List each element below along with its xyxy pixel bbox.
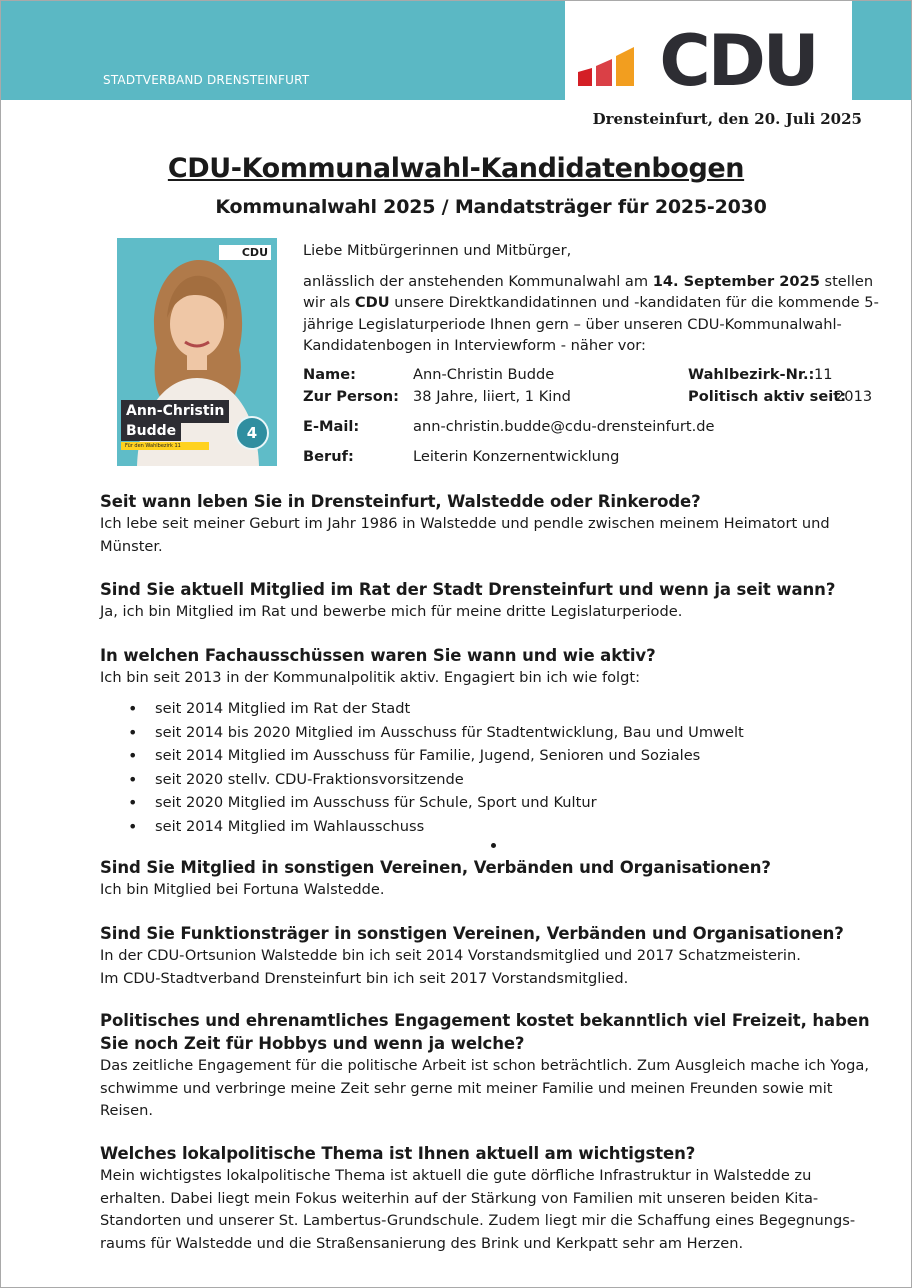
qa-functions [100,922,880,990]
photo-name-first: Ann-Christin [121,400,229,423]
intro-text [303,240,883,366]
committee-list [100,697,744,839]
qa-hobbies [100,1009,880,1123]
answer: Das zeitliche Engagement für die politische Arbeit ist schon beträchtlich. Zum Ausgleich mache ich Yoga, schwimme und verbringe meine Zeit sehr gerne mit meiner Familie und meinen Freunden sowie mit Reisen. [100,1057,869,1120]
question: Politisches und ehrenamtliches Engagement kostet bekanntlich viel Freizeit, haben Sie noch Zeit für Hobbys und wenn ja welche? [100,1011,870,1053]
district-label: Wahlbezirk-Nr.: [688,366,815,383]
name-value: Ann-Christin Budde [413,366,555,383]
candidate-photo [117,238,277,466]
email-label: E-Mail: [303,418,360,435]
intro-paragraph: anlässlich der anstehenden Kommunalwahl am 14. September 2025 stellen wir als CDU unsere Direktkandidatinnen und -kandidaten für die kommende 5-jährige Legislaturperiode Ihnen gern – über unseren CDU-Kommunalwahl-Kandidatenbogen in Interviewform - näher vor: [303,272,879,355]
question: Sind Sie Funktionsträger in sonstigen Vereinen, Verbänden und Organisationen? [100,924,844,943]
district-value: 11 [814,366,833,383]
question: Welches lokalpolitische Thema ist Ihnen aktuell am wichtigsten? [100,1144,696,1163]
list-item: • seit 2020 Mitglied im Ausschuss für Schule, Sport und Kultur [100,791,744,815]
candidate-info [303,366,893,470]
list-item: • seit 2014 Mitglied im Ausschuss für Familie, Jugend, Senioren und Soziales [100,744,744,768]
list-item: • seit 2014 Mitglied im Wahlausschuss [100,815,744,839]
greeting: Liebe Mitbürgerinnen und Mitbürger, [303,242,572,259]
party-name: CDU [354,294,390,312]
document-date: Drensteinfurt, den 20. Juli 2025 [592,110,862,128]
cdu-logo [578,28,848,90]
list-item: • seit 2014 Mitglied im Rat der Stadt [100,697,744,721]
photo-district-caption: Für den Wahlbezirk 11 [121,442,209,450]
answer: Mein wichtigstes lokalpolitische Thema ist aktuell die gute dörfliche Infrastruktur in Walstedde zu erhalten. Dabei liegt mein Fokus weiterhin auf der Stärkung von Familien mit unseren beiden Kita-Standorten und unserer St. Lambertus-Grundschule. Zudem liegt mir die Schaffung eines Begegnungs-raums für Walstedde und die Straßensanierung des Brink und Kerkpatt sehr am Herzen. [100,1167,856,1252]
document-title: CDU-Kommunalwahl-Kandidatenbogen [167,153,745,184]
photo-cdu-logo: CDU [219,245,271,260]
job-value: Leiterin Konzernentwicklung [413,448,620,465]
answer: Ich bin Mitglied bei Fortuna Walstedde. [100,881,385,898]
qa-council [100,578,880,624]
document-subtitle: Kommunalwahl 2025 / Mandatsträger für 2025-2030 [215,196,767,218]
header-band-right [852,1,911,100]
photo-name-last: Budde [121,421,181,441]
question: Seit wann leben Sie in Drensteinfurt, Walstedde oder Rinkerode? [100,492,701,511]
stray-bullet [491,843,496,848]
question: In welchen Fachausschüssen waren Sie wann und wie aktiv? [100,646,656,665]
person-label: Zur Person: [303,388,399,405]
answer: Ich bin seit 2013 in der Kommunalpolitik aktiv. Engagiert bin ich wie folgt: [100,669,640,686]
active-label: Politisch aktiv seit: [688,388,847,405]
person-value: 38 Jahre, liiert, 1 Kind [413,388,571,405]
question: Sind Sie aktuell Mitglied im Rat der Stadt Drensteinfurt und wenn ja seit wann? [100,580,836,599]
question: Sind Sie Mitglied in sonstigen Vereinen, Verbänden und Organisationen? [100,858,771,877]
job-label: Beruf: [303,448,354,465]
answer-line-2: Im CDU-Stadtverband Drensteinfurt bin ich seit 2017 Vorstandsmitglied. [100,969,629,987]
answer: In der CDU-Ortsunion Walstedde bin ich seit 2014 Vorstandsmitglied und 2017 Schatzmeisterin. [100,947,801,964]
list-number-badge: 4 [235,416,269,450]
answer: Ja, ich bin Mitglied im Rat und bewerbe mich für meine dritte Legislaturperiode. [100,603,683,620]
association-name: STADTVERBAND DRENSTEINFURT [103,73,310,87]
qa-residence [100,490,880,558]
name-label: Name: [303,366,357,383]
list-item: • seit 2014 bis 2020 Mitglied im Ausschuss für Stadtentwicklung, Bau und Umwelt [100,721,744,745]
list-item: • seit 2020 stellv. CDU-Fraktionsvorsitzende [100,768,744,792]
qa-memberships [100,856,880,902]
active-value: 2013 [835,388,873,405]
qa-committees [100,644,880,690]
email-value[interactable]: ann-christin.budde@cdu-drensteinfurt.de [413,418,715,435]
qa-local-topic [100,1142,880,1255]
election-date: 14. September 2025 [652,272,820,290]
answer: Ich lebe seit meiner Geburt im Jahr 1986 in Walstedde und pendle zwischen meinem Heimatort und Münster. [100,515,830,555]
cdu-logo-text: CDU [659,28,817,90]
